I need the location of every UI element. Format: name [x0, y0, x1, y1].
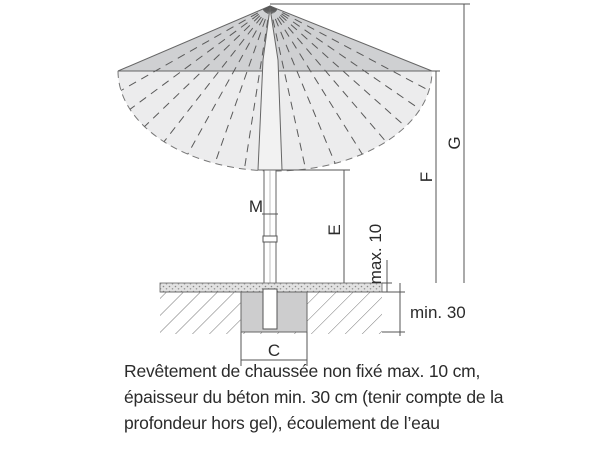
dimension-label-max10: max. 10 [366, 223, 385, 285]
caption-line-1: Revêtement de chaussée non fixé max. 10 cm, [124, 361, 481, 381]
ground-sleeve [263, 289, 277, 329]
dimension-label-e: E [325, 224, 344, 236]
dimension-label-min30: min. 30 [410, 303, 466, 322]
caption-line-3: profondeur hors gel), écoulement de l’eau [124, 413, 440, 433]
dimension-label-m: M [248, 197, 264, 216]
caption-line-2: épaisseur du béton min. 30 cm (tenir compte de la [124, 387, 504, 407]
dimension-label-c: C [267, 341, 281, 360]
ground-section [160, 283, 382, 334]
dimension-label-g: G [445, 136, 464, 150]
umbrella-canopy [118, 6, 432, 171]
installation-caption [124, 358, 594, 436]
dimension-label-f: F [417, 171, 436, 183]
